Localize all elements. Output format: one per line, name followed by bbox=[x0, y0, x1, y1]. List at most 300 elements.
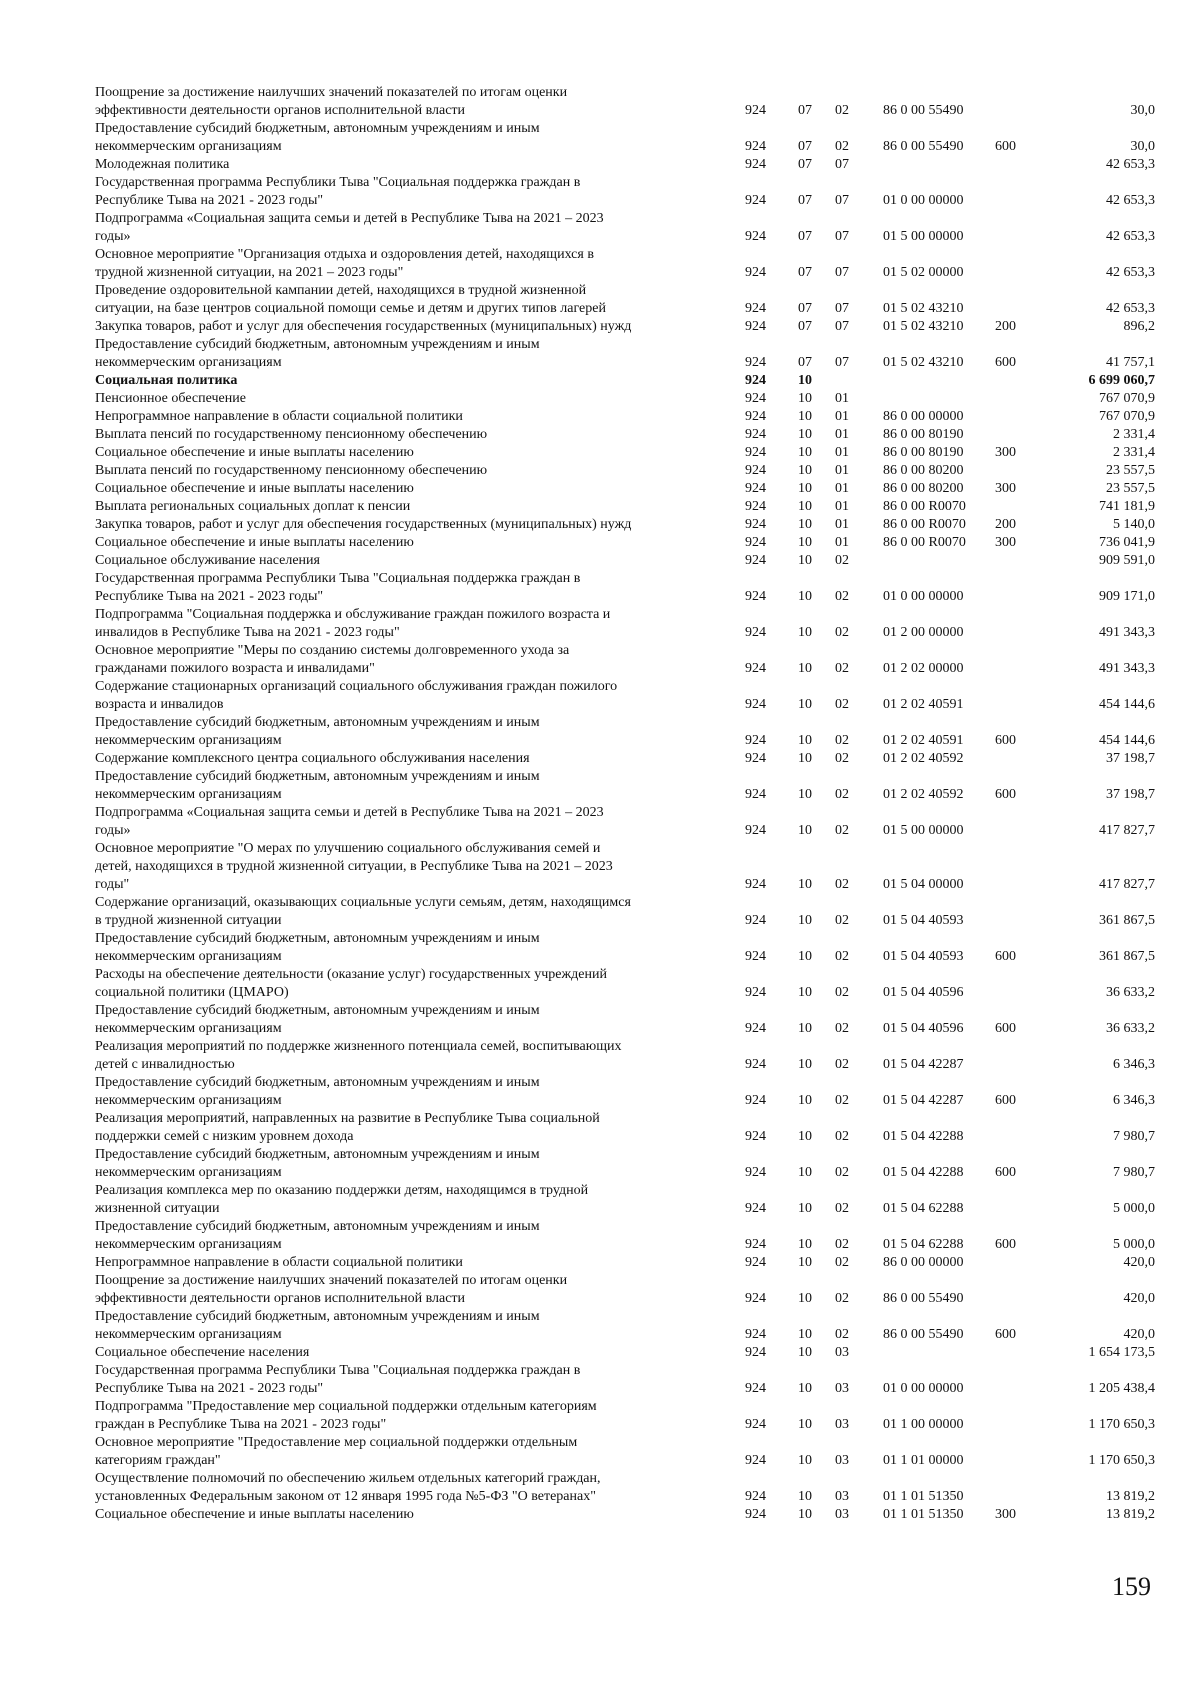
row-csr: 01 0 00 00000 bbox=[883, 193, 964, 208]
row-rz: 10 bbox=[798, 499, 812, 514]
row-ved: 924 bbox=[745, 1057, 766, 1072]
row-ved: 924 bbox=[745, 661, 766, 676]
row-name: Государственная программа Республики Тыва "Социальная поддержка граждан в Республике Тыва на 2021 - 2023 годы" bbox=[95, 1363, 581, 1396]
row-pr: 02 bbox=[835, 661, 849, 676]
row-ved: 924 bbox=[745, 319, 766, 334]
row-csr: 01 5 04 40596 bbox=[883, 985, 964, 1000]
row-pr: 01 bbox=[835, 391, 849, 406]
budget-table bbox=[95, 84, 1155, 1524]
table-row bbox=[95, 444, 1155, 462]
table-row bbox=[95, 1254, 1155, 1272]
row-amount: 420,0 bbox=[1123, 1255, 1155, 1270]
row-name: Предоставление субсидий бюджетным, автономным учреждениям и иным некоммерческим организациям bbox=[95, 1075, 540, 1108]
row-name: Молодежная политика bbox=[95, 157, 230, 172]
row-name: Непрограммное направление в области социальной политики bbox=[95, 409, 463, 424]
row-name: Предоставление субсидий бюджетным, автономным учреждениям и иным некоммерческим организациям bbox=[95, 1309, 540, 1342]
row-amount: 1 654 173,5 bbox=[1088, 1345, 1155, 1360]
row-rz: 10 bbox=[798, 445, 812, 460]
row-name: Закупка товаров, работ и услуг для обеспечения государственных (муниципальных) нужд bbox=[95, 319, 632, 334]
table-row bbox=[95, 966, 1155, 1002]
row-csr: 01 5 00 00000 bbox=[883, 229, 964, 244]
row-csr: 01 5 04 42288 bbox=[883, 1129, 964, 1144]
row-pr: 02 bbox=[835, 139, 849, 154]
row-amount: 37 198,7 bbox=[1106, 787, 1155, 802]
row-name: Содержание комплексного центра социального обслуживания населения bbox=[95, 751, 530, 766]
table-row bbox=[95, 426, 1155, 444]
row-csr: 01 2 00 00000 bbox=[883, 625, 964, 640]
row-csr: 86 0 00 80190 bbox=[883, 427, 964, 442]
row-name: Социальное обеспечение и иные выплаты населению bbox=[95, 445, 414, 460]
table-row bbox=[95, 840, 1155, 894]
row-ved: 924 bbox=[745, 301, 766, 316]
row-rz: 10 bbox=[798, 373, 812, 388]
row-vr: 600 bbox=[995, 1237, 1016, 1252]
row-name: Содержание организаций, оказывающих социальные услуги семьям, детям, находящимся в трудной жизненной ситуации bbox=[95, 895, 631, 928]
row-ved: 924 bbox=[745, 1129, 766, 1144]
table-row bbox=[95, 930, 1155, 966]
row-amount: 42 653,3 bbox=[1106, 229, 1155, 244]
row-pr: 03 bbox=[835, 1345, 849, 1360]
row-rz: 07 bbox=[798, 229, 812, 244]
row-name: Социальная политика bbox=[95, 373, 238, 388]
row-csr: 01 1 01 51350 bbox=[883, 1489, 964, 1504]
row-name: Закупка товаров, работ и услуг для обеспечения государственных (муниципальных) нужд bbox=[95, 517, 632, 532]
row-name: Социальное обслуживание населения bbox=[95, 553, 320, 568]
table-row bbox=[95, 174, 1155, 210]
row-rz: 07 bbox=[798, 139, 812, 154]
row-rz: 10 bbox=[798, 481, 812, 496]
row-ved: 924 bbox=[745, 1021, 766, 1036]
table-row bbox=[95, 516, 1155, 534]
row-name: Расходы на обеспечение деятельности (оказание услуг) государственных учреждений социальной политики (ЦМАРО) bbox=[95, 967, 607, 1000]
row-rz: 10 bbox=[798, 1327, 812, 1342]
row-pr: 02 bbox=[835, 1327, 849, 1342]
row-pr: 07 bbox=[835, 265, 849, 280]
row-amount: 37 198,7 bbox=[1106, 751, 1155, 766]
row-amount: 909 171,0 bbox=[1099, 589, 1155, 604]
row-ved: 924 bbox=[745, 1201, 766, 1216]
row-rz: 10 bbox=[798, 625, 812, 640]
row-rz: 10 bbox=[798, 517, 812, 532]
table-row bbox=[95, 570, 1155, 606]
row-ved: 924 bbox=[745, 1489, 766, 1504]
table-row bbox=[95, 1344, 1155, 1362]
row-vr: 600 bbox=[995, 787, 1016, 802]
row-name: Предоставление субсидий бюджетным, автономным учреждениям и иным некоммерческим организациям bbox=[95, 121, 540, 154]
row-amount: 42 653,3 bbox=[1106, 157, 1155, 172]
row-pr: 02 bbox=[835, 1237, 849, 1252]
row-pr: 01 bbox=[835, 463, 849, 478]
row-ved: 924 bbox=[745, 1381, 766, 1396]
row-pr: 02 bbox=[835, 823, 849, 838]
row-amount: 909 591,0 bbox=[1099, 553, 1155, 568]
row-vr: 300 bbox=[995, 1507, 1016, 1522]
row-rz: 10 bbox=[798, 409, 812, 424]
row-ved: 924 bbox=[745, 535, 766, 550]
row-pr: 02 bbox=[835, 697, 849, 712]
row-name: Государственная программа Республики Тыва "Социальная поддержка граждан в Республике Тыва на 2021 - 2023 годы" bbox=[95, 571, 581, 604]
row-pr: 02 bbox=[835, 553, 849, 568]
row-csr: 86 0 00 55490 bbox=[883, 103, 964, 118]
row-rz: 10 bbox=[798, 1453, 812, 1468]
table-row bbox=[95, 1002, 1155, 1038]
row-pr: 02 bbox=[835, 625, 849, 640]
row-csr: 01 5 04 42287 bbox=[883, 1057, 964, 1072]
row-amount: 361 867,5 bbox=[1099, 913, 1155, 928]
row-amount: 420,0 bbox=[1123, 1291, 1155, 1306]
row-ved: 924 bbox=[745, 949, 766, 964]
row-amount: 767 070,9 bbox=[1099, 391, 1155, 406]
row-csr: 01 0 00 00000 bbox=[883, 589, 964, 604]
table-row bbox=[95, 1218, 1155, 1254]
row-rz: 10 bbox=[798, 697, 812, 712]
table-row bbox=[95, 156, 1155, 174]
row-vr: 600 bbox=[995, 355, 1016, 370]
row-pr: 02 bbox=[835, 985, 849, 1000]
row-amount: 36 633,2 bbox=[1106, 1021, 1155, 1036]
row-pr: 02 bbox=[835, 877, 849, 892]
table-row bbox=[95, 534, 1155, 552]
row-name: Непрограммное направление в области социальной политики bbox=[95, 1255, 463, 1270]
row-pr: 07 bbox=[835, 193, 849, 208]
row-pr: 07 bbox=[835, 355, 849, 370]
row-csr: 01 5 04 40593 bbox=[883, 913, 964, 928]
row-ved: 924 bbox=[745, 877, 766, 892]
row-name: Поощрение за достижение наилучших значений показателей по итогам оценки эффективности деятельности органов исполнительной власти bbox=[95, 85, 568, 118]
row-amount: 36 633,2 bbox=[1106, 985, 1155, 1000]
row-name: Выплата пенсий по государственному пенсионному обеспечению bbox=[95, 427, 488, 442]
row-pr: 03 bbox=[835, 1489, 849, 1504]
table-row bbox=[95, 462, 1155, 480]
row-rz: 10 bbox=[798, 1489, 812, 1504]
table-row bbox=[95, 390, 1155, 408]
row-rz: 10 bbox=[798, 1165, 812, 1180]
row-amount: 1 205 438,4 bbox=[1088, 1381, 1155, 1396]
table-row bbox=[95, 408, 1155, 426]
row-csr: 01 2 02 40591 bbox=[883, 733, 964, 748]
row-rz: 07 bbox=[798, 301, 812, 316]
row-csr: 01 5 02 43210 bbox=[883, 355, 964, 370]
row-amount: 41 757,1 bbox=[1106, 355, 1155, 370]
row-rz: 10 bbox=[798, 787, 812, 802]
row-rz: 10 bbox=[798, 751, 812, 766]
row-pr: 01 bbox=[835, 445, 849, 460]
row-amount: 736 041,9 bbox=[1099, 535, 1155, 550]
row-rz: 10 bbox=[798, 1345, 812, 1360]
row-amount: 30,0 bbox=[1130, 139, 1155, 154]
row-ved: 924 bbox=[745, 733, 766, 748]
row-ved: 924 bbox=[745, 1237, 766, 1252]
table-row bbox=[95, 1272, 1155, 1308]
row-pr: 02 bbox=[835, 1129, 849, 1144]
row-csr: 86 0 00 80200 bbox=[883, 481, 964, 496]
row-pr: 02 bbox=[835, 913, 849, 928]
row-pr: 02 bbox=[835, 733, 849, 748]
row-amount: 42 653,3 bbox=[1106, 301, 1155, 316]
table-row bbox=[95, 498, 1155, 516]
row-rz: 07 bbox=[798, 157, 812, 172]
table-row bbox=[95, 552, 1155, 570]
row-name: Проведение оздоровительной кампании детей, находящихся в трудной жизненной ситуации, на базе центров социальной помощи семье и детям и других типов лагерей bbox=[95, 283, 606, 316]
row-name: Основное мероприятие "О мерах по улучшению социального обслуживания семей и детей, находящихся в трудной жизненной ситуации, в Республике Тыва на 2021 – 2023 годы" bbox=[95, 841, 613, 892]
row-csr: 01 5 04 40593 bbox=[883, 949, 964, 964]
row-pr: 02 bbox=[835, 1057, 849, 1072]
page-number: 159 bbox=[1112, 1572, 1151, 1601]
row-csr: 86 0 00 55490 bbox=[883, 1327, 964, 1342]
table-row bbox=[95, 1398, 1155, 1434]
table-row bbox=[95, 1074, 1155, 1110]
row-ved: 924 bbox=[745, 373, 766, 388]
row-csr: 86 0 00 R0070 bbox=[883, 517, 966, 532]
row-amount: 5 000,0 bbox=[1113, 1201, 1155, 1216]
row-ved: 924 bbox=[745, 589, 766, 604]
table-row bbox=[95, 894, 1155, 930]
row-amount: 454 144,6 bbox=[1099, 697, 1155, 712]
row-pr: 02 bbox=[835, 1165, 849, 1180]
table-row bbox=[95, 642, 1155, 678]
row-rz: 10 bbox=[798, 589, 812, 604]
table-row bbox=[95, 678, 1155, 714]
row-pr: 07 bbox=[835, 157, 849, 172]
row-csr: 86 0 00 55490 bbox=[883, 1291, 964, 1306]
row-ved: 924 bbox=[745, 265, 766, 280]
row-ved: 924 bbox=[745, 1291, 766, 1306]
row-amount: 30,0 bbox=[1130, 103, 1155, 118]
row-ved: 924 bbox=[745, 553, 766, 568]
row-amount: 7 980,7 bbox=[1113, 1129, 1155, 1144]
row-amount: 23 557,5 bbox=[1106, 463, 1155, 478]
row-name: Пенсионное обеспечение bbox=[95, 391, 246, 406]
row-pr: 02 bbox=[835, 1021, 849, 1036]
row-amount: 417 827,7 bbox=[1099, 823, 1155, 838]
row-vr: 600 bbox=[995, 1165, 1016, 1180]
row-rz: 10 bbox=[798, 1021, 812, 1036]
row-ved: 924 bbox=[745, 1417, 766, 1432]
row-ved: 924 bbox=[745, 355, 766, 370]
row-pr: 02 bbox=[835, 1291, 849, 1306]
row-ved: 924 bbox=[745, 1345, 766, 1360]
row-name: Содержание стационарных организаций социального обслуживания граждан пожилого возраста и инвалидов bbox=[95, 679, 618, 712]
row-amount: 491 343,3 bbox=[1099, 625, 1155, 640]
row-rz: 07 bbox=[798, 103, 812, 118]
row-pr: 01 bbox=[835, 535, 849, 550]
row-name: Выплата пенсий по государственному пенсионному обеспечению bbox=[95, 463, 488, 478]
row-amount: 741 181,9 bbox=[1099, 499, 1155, 514]
row-ved: 924 bbox=[745, 517, 766, 532]
row-csr: 01 1 00 00000 bbox=[883, 1417, 964, 1432]
row-rz: 07 bbox=[798, 193, 812, 208]
row-rz: 10 bbox=[798, 1201, 812, 1216]
table-row bbox=[95, 1362, 1155, 1398]
row-rz: 10 bbox=[798, 1237, 812, 1252]
table-row bbox=[95, 336, 1155, 372]
row-amount: 420,0 bbox=[1123, 1327, 1155, 1342]
row-rz: 10 bbox=[798, 1057, 812, 1072]
row-name: Реализация мероприятий по поддержке жизненного потенциала семей, воспитывающих детей с инвалидностью bbox=[95, 1039, 622, 1072]
table-row bbox=[95, 714, 1155, 750]
row-pr: 02 bbox=[835, 751, 849, 766]
row-name: Реализация мероприятий, направленных на развитие в Республике Тыва социальной поддержки семей с низким уровнем дохода bbox=[95, 1111, 600, 1144]
row-rz: 10 bbox=[798, 1129, 812, 1144]
row-csr: 86 0 00 80190 bbox=[883, 445, 964, 460]
row-amount: 6 346,3 bbox=[1113, 1093, 1155, 1108]
row-name: Реализация комплекса мер по оказанию поддержки детям, находящимся в трудной жизненной ситуации bbox=[95, 1183, 589, 1216]
row-csr: 01 2 02 40592 bbox=[883, 787, 964, 802]
row-rz: 10 bbox=[798, 913, 812, 928]
row-rz: 10 bbox=[798, 1291, 812, 1306]
row-ved: 924 bbox=[745, 463, 766, 478]
row-amount: 1 170 650,3 bbox=[1088, 1417, 1155, 1432]
row-rz: 10 bbox=[798, 949, 812, 964]
row-rz: 10 bbox=[798, 463, 812, 478]
row-ved: 924 bbox=[745, 499, 766, 514]
row-amount: 2 331,4 bbox=[1113, 445, 1155, 460]
row-vr: 600 bbox=[995, 1093, 1016, 1108]
row-name: Социальное обеспечение населения bbox=[95, 1345, 310, 1360]
row-vr: 200 bbox=[995, 319, 1016, 334]
row-ved: 924 bbox=[745, 481, 766, 496]
row-rz: 10 bbox=[798, 1507, 812, 1522]
row-vr: 300 bbox=[995, 535, 1016, 550]
row-ved: 924 bbox=[745, 391, 766, 406]
row-ved: 924 bbox=[745, 1327, 766, 1342]
row-csr: 01 0 00 00000 bbox=[883, 1381, 964, 1396]
row-ved: 924 bbox=[745, 1255, 766, 1270]
row-pr: 02 bbox=[835, 103, 849, 118]
row-ved: 924 bbox=[745, 985, 766, 1000]
row-pr: 03 bbox=[835, 1507, 849, 1522]
row-rz: 10 bbox=[798, 535, 812, 550]
row-ved: 924 bbox=[745, 751, 766, 766]
row-name: Социальное обеспечение и иные выплаты населению bbox=[95, 535, 414, 550]
row-rz: 10 bbox=[798, 427, 812, 442]
row-name: Основное мероприятие "Предоставление мер социальной поддержки отдельным категориям граждан" bbox=[95, 1435, 578, 1468]
row-rz: 10 bbox=[798, 877, 812, 892]
row-ved: 924 bbox=[745, 427, 766, 442]
row-csr: 01 5 02 43210 bbox=[883, 301, 964, 316]
row-rz: 10 bbox=[798, 985, 812, 1000]
row-name: Социальное обеспечение и иные выплаты населению bbox=[95, 481, 414, 496]
row-ved: 924 bbox=[745, 913, 766, 928]
row-amount: 6 699 060,7 bbox=[1088, 373, 1155, 388]
row-pr: 01 bbox=[835, 409, 849, 424]
row-pr: 07 bbox=[835, 301, 849, 316]
row-amount: 7 980,7 bbox=[1113, 1165, 1155, 1180]
row-rz: 10 bbox=[798, 733, 812, 748]
row-csr: 86 0 00 R0070 bbox=[883, 535, 966, 550]
row-csr: 86 0 00 00000 bbox=[883, 409, 964, 424]
table-row bbox=[95, 1110, 1155, 1146]
row-vr: 300 bbox=[995, 445, 1016, 460]
row-amount: 491 343,3 bbox=[1099, 661, 1155, 676]
row-ved: 924 bbox=[745, 823, 766, 838]
row-amount: 13 819,2 bbox=[1106, 1507, 1155, 1522]
row-amount: 2 331,4 bbox=[1113, 427, 1155, 442]
row-amount: 5 000,0 bbox=[1113, 1237, 1155, 1252]
row-rz: 10 bbox=[798, 1093, 812, 1108]
table-row bbox=[95, 1506, 1155, 1524]
table-row bbox=[95, 246, 1155, 282]
table-row bbox=[95, 480, 1155, 498]
row-ved: 924 bbox=[745, 787, 766, 802]
table-row bbox=[95, 84, 1155, 120]
table-row bbox=[95, 282, 1155, 318]
row-name: Подпрограмма «Социальная защита семьи и детей в Республике Тыва на 2021 – 2023 годы» bbox=[95, 805, 604, 838]
row-rz: 10 bbox=[798, 1381, 812, 1396]
table-row bbox=[95, 1182, 1155, 1218]
row-pr: 02 bbox=[835, 1201, 849, 1216]
row-amount: 13 819,2 bbox=[1106, 1489, 1155, 1504]
row-name: Выплата региональных социальных доплат к пенсии bbox=[95, 499, 411, 514]
row-amount: 417 827,7 bbox=[1099, 877, 1155, 892]
row-vr: 300 bbox=[995, 481, 1016, 496]
row-csr: 01 2 02 40591 bbox=[883, 697, 964, 712]
row-ved: 924 bbox=[745, 1453, 766, 1468]
row-name: Предоставление субсидий бюджетным, автономным учреждениям и иным некоммерческим организациям bbox=[95, 1003, 540, 1036]
row-ved: 924 bbox=[745, 139, 766, 154]
row-name: Предоставление субсидий бюджетным, автономным учреждениям и иным некоммерческим организациям bbox=[95, 1219, 540, 1252]
row-ved: 924 bbox=[745, 1093, 766, 1108]
row-name: Поощрение за достижение наилучших значений показателей по итогам оценки эффективности деятельности органов исполнительной власти bbox=[95, 1273, 568, 1306]
row-amount: 896,2 bbox=[1123, 319, 1155, 334]
row-rz: 10 bbox=[798, 553, 812, 568]
row-ved: 924 bbox=[745, 229, 766, 244]
row-vr: 600 bbox=[995, 1021, 1016, 1036]
row-pr: 01 bbox=[835, 481, 849, 496]
row-amount: 361 867,5 bbox=[1099, 949, 1155, 964]
row-csr: 86 0 00 55490 bbox=[883, 139, 964, 154]
row-name: Предоставление субсидий бюджетным, автономным учреждениям и иным некоммерческим организациям bbox=[95, 931, 540, 964]
row-csr: 01 5 04 62288 bbox=[883, 1201, 964, 1216]
row-vr: 200 bbox=[995, 517, 1016, 532]
row-csr: 86 0 00 R0070 bbox=[883, 499, 966, 514]
row-amount: 1 170 650,3 bbox=[1088, 1453, 1155, 1468]
row-vr: 600 bbox=[995, 733, 1016, 748]
row-name: Предоставление субсидий бюджетным, автономным учреждениям и иным некоммерческим организациям bbox=[95, 715, 540, 748]
row-pr: 02 bbox=[835, 589, 849, 604]
table-row bbox=[95, 1434, 1155, 1470]
row-rz: 10 bbox=[798, 661, 812, 676]
row-pr: 01 bbox=[835, 499, 849, 514]
row-rz: 10 bbox=[798, 823, 812, 838]
row-vr: 600 bbox=[995, 1327, 1016, 1342]
row-csr: 01 2 02 00000 bbox=[883, 661, 964, 676]
row-csr: 01 5 04 62288 bbox=[883, 1237, 964, 1252]
row-name: Подпрограмма «Социальная защита семьи и детей в Республике Тыва на 2021 – 2023 годы» bbox=[95, 211, 604, 244]
row-rz: 10 bbox=[798, 1255, 812, 1270]
table-row bbox=[95, 1308, 1155, 1344]
row-pr: 03 bbox=[835, 1453, 849, 1468]
row-ved: 924 bbox=[745, 157, 766, 172]
row-pr: 03 bbox=[835, 1381, 849, 1396]
row-name: Государственная программа Республики Тыва "Социальная поддержка граждан в Республике Тыва на 2021 - 2023 годы" bbox=[95, 175, 581, 208]
table-row bbox=[95, 1470, 1155, 1506]
table-row bbox=[95, 750, 1155, 768]
row-pr: 02 bbox=[835, 1255, 849, 1270]
row-amount: 454 144,6 bbox=[1099, 733, 1155, 748]
row-rz: 07 bbox=[798, 265, 812, 280]
row-csr: 01 5 04 00000 bbox=[883, 877, 964, 892]
row-pr: 07 bbox=[835, 319, 849, 334]
table-row bbox=[95, 768, 1155, 804]
row-name: Предоставление субсидий бюджетным, автономным учреждениям и иным некоммерческим организациям bbox=[95, 337, 540, 370]
row-csr: 01 5 02 43210 bbox=[883, 319, 964, 334]
row-name: Предоставление субсидий бюджетным, автономным учреждениям и иным некоммерческим организациям bbox=[95, 1147, 540, 1180]
table-row bbox=[95, 120, 1155, 156]
row-amount: 42 653,3 bbox=[1106, 265, 1155, 280]
row-pr: 01 bbox=[835, 517, 849, 532]
row-pr: 07 bbox=[835, 229, 849, 244]
